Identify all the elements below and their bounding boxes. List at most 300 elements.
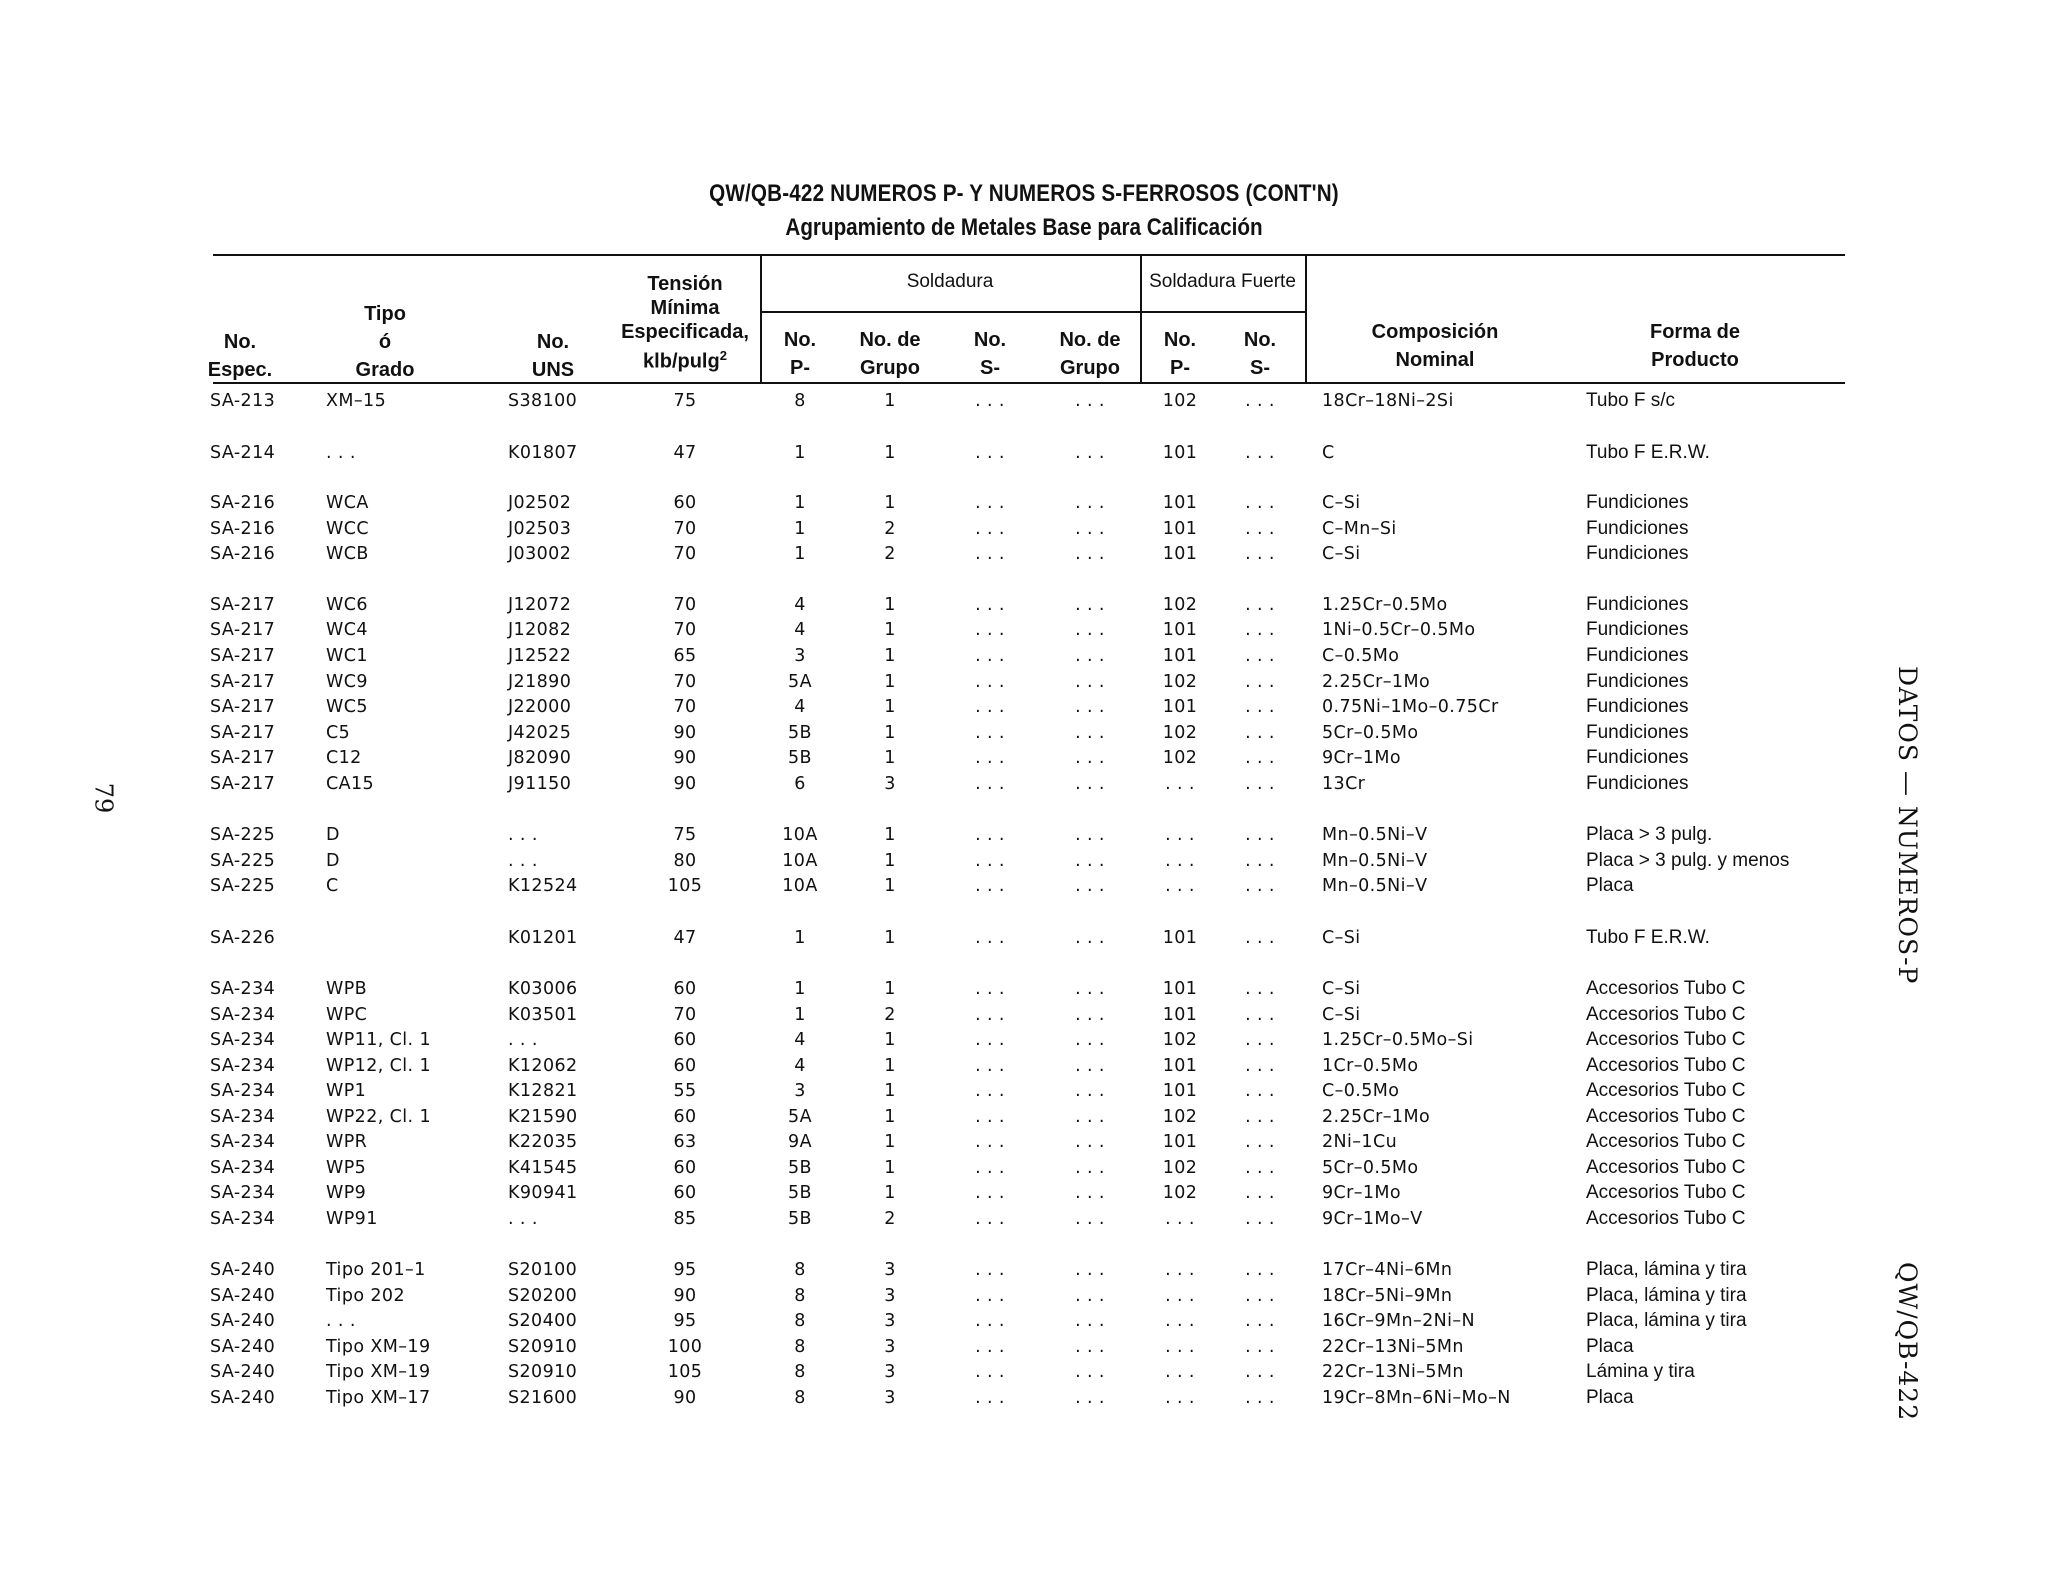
cell-bs: . . . <box>1245 1030 1275 1050</box>
cell-grupo-s: . . . <box>1075 1260 1105 1280</box>
cell-spec: SA-225 <box>210 876 276 896</box>
cell-grupo: 1 <box>884 1183 896 1203</box>
cell-tension: 85 <box>673 1209 697 1229</box>
table-row <box>0 1155 2048 1181</box>
title-block <box>0 180 2048 242</box>
cell-tipo: XM–15 <box>326 391 387 411</box>
cell-tipo: D <box>326 851 340 871</box>
cell-bp: . . . <box>1165 1209 1195 1229</box>
cell-bs: . . . <box>1245 1311 1275 1331</box>
cell-comp: C–0.5Mo <box>1322 1081 1400 1101</box>
cell-uns: . . . <box>508 825 538 845</box>
cell-spec: SA-234 <box>210 1056 276 1076</box>
cell-spec: SA-217 <box>210 697 276 717</box>
cell-grupo-s: . . . <box>1075 544 1105 564</box>
cell-comp: C–Si <box>1322 979 1361 999</box>
cell-s: . . . <box>975 672 1005 692</box>
cell-uns: S20200 <box>508 1286 578 1306</box>
cell-uns: K90941 <box>508 1183 578 1203</box>
table-row <box>0 1053 2048 1079</box>
header-grupo-s: No. de Grupo <box>1059 329 1121 379</box>
cell-grupo: 1 <box>884 979 896 999</box>
cell-tension: 47 <box>673 443 697 463</box>
cell-bp: . . . <box>1165 825 1195 845</box>
cell-s: . . . <box>975 697 1005 717</box>
cell-grupo: 1 <box>884 697 896 717</box>
cell-tipo: C5 <box>326 723 351 743</box>
cell-p: 6 <box>794 774 806 794</box>
cell-s: . . . <box>975 774 1005 794</box>
cell-grupo-s: . . . <box>1075 1388 1105 1408</box>
cell-spec: SA-226 <box>210 928 276 948</box>
cell-bs: . . . <box>1245 876 1275 896</box>
cell-comp: 1.25Cr–0.5Mo–Si <box>1322 1030 1474 1050</box>
cell-forma: Fundiciones <box>1586 722 1689 743</box>
cell-s: . . . <box>975 1362 1005 1382</box>
cell-tension: 70 <box>673 519 697 539</box>
cell-forma: Fundiciones <box>1586 645 1689 666</box>
cell-grupo: 1 <box>884 1081 896 1101</box>
table-row <box>0 1283 2048 1309</box>
cell-forma: Fundiciones <box>1586 543 1689 564</box>
cell-forma: Lámina y tira <box>1586 1361 1695 1382</box>
cell-p: 3 <box>794 1081 806 1101</box>
cell-uns: K12524 <box>508 876 578 896</box>
cell-tipo: Tipo XM–19 <box>326 1362 431 1382</box>
cell-bp: 102 <box>1162 595 1198 615</box>
cell-p: 8 <box>794 1362 806 1382</box>
cell-tension: 75 <box>673 825 697 845</box>
table-row <box>0 440 2048 466</box>
cell-s: . . . <box>975 595 1005 615</box>
cell-s: . . . <box>975 544 1005 564</box>
cell-tipo: C <box>326 876 339 896</box>
cell-bs: . . . <box>1245 723 1275 743</box>
header-composicion: Composición Nominal <box>1371 321 1499 371</box>
cell-forma: Accesorios Tubo C <box>1586 1157 1746 1178</box>
table-top-rule <box>213 254 1845 256</box>
table-row <box>0 643 2048 669</box>
cell-spec: SA-234 <box>210 1183 276 1203</box>
page-subtitle: Agrupamiento de Metales Base para Calificación <box>785 214 1263 241</box>
cell-grupo: 3 <box>884 1362 896 1382</box>
cell-spec: SA-240 <box>210 1260 276 1280</box>
cell-spec: SA-240 <box>210 1337 276 1357</box>
cell-tension: 95 <box>673 1311 697 1331</box>
cell-comp: C–Mn–Si <box>1322 519 1397 539</box>
cell-uns: J02502 <box>508 493 572 513</box>
cell-forma: Placa <box>1586 1387 1634 1408</box>
cell-bp: 101 <box>1162 646 1198 666</box>
cell-bp: 102 <box>1162 1107 1198 1127</box>
page-title: QW/QB-422 NUMEROS P- Y NUMEROS S-FERROSOS (CONT'N) <box>709 180 1339 207</box>
cell-forma: Accesorios Tubo C <box>1586 1131 1746 1152</box>
cell-tipo: WPB <box>326 979 368 999</box>
cell-grupo-s: . . . <box>1075 697 1105 717</box>
cell-forma: Accesorios Tubo C <box>1586 978 1746 999</box>
cell-bp: . . . <box>1165 1311 1195 1331</box>
cell-grupo-s: . . . <box>1075 391 1105 411</box>
cell-grupo: 3 <box>884 1388 896 1408</box>
cell-s: . . . <box>975 928 1005 948</box>
cell-tension: 105 <box>667 876 703 896</box>
cell-comp: 9Cr–1Mo <box>1322 748 1402 768</box>
cell-spec: SA-234 <box>210 1158 276 1178</box>
cell-s: . . . <box>975 1183 1005 1203</box>
table-row <box>0 617 2048 643</box>
cell-spec: SA-225 <box>210 851 276 871</box>
header-tipo: Tipo ó Grado <box>355 303 415 381</box>
cell-p: 9A <box>788 1132 812 1152</box>
cell-comp: 18Cr–18Ni–2Si <box>1322 391 1454 411</box>
cell-spec: SA-240 <box>210 1286 276 1306</box>
cell-grupo-s: . . . <box>1075 1209 1105 1229</box>
cell-grupo: 1 <box>884 595 896 615</box>
cell-p: 3 <box>794 646 806 666</box>
cell-p: 5B <box>788 1158 812 1178</box>
cell-grupo: 1 <box>884 825 896 845</box>
cell-grupo: 1 <box>884 928 896 948</box>
cell-p: 8 <box>794 1337 806 1357</box>
group-header-rule <box>760 311 1305 313</box>
cell-tension: 75 <box>673 391 697 411</box>
header-tension: Tensión Mínima Especificada, klb/pulg$^2$ <box>621 273 749 373</box>
cell-grupo-s: . . . <box>1075 979 1105 999</box>
cell-p: 4 <box>794 595 806 615</box>
table-header-rule <box>213 382 1845 384</box>
cell-tension: 70 <box>673 1005 697 1025</box>
cell-p: 1 <box>794 544 806 564</box>
cell-s: . . . <box>975 519 1005 539</box>
table-row <box>0 1078 2048 1104</box>
cell-comp: 9Cr–1Mo–V <box>1322 1209 1423 1229</box>
cell-bs: . . . <box>1245 979 1275 999</box>
header-soldadura: Soldadura <box>906 271 994 292</box>
cell-spec: SA-234 <box>210 1107 276 1127</box>
cell-bp: 102 <box>1162 748 1198 768</box>
cell-grupo-s: . . . <box>1075 1362 1105 1382</box>
cell-comp: 22Cr–13Ni–5Mn <box>1322 1362 1464 1382</box>
cell-spec: SA-214 <box>210 443 276 463</box>
cell-bp: 102 <box>1162 391 1198 411</box>
table-row <box>0 925 2048 951</box>
cell-bs: . . . <box>1245 672 1275 692</box>
cell-forma: Placa > 3 pulg. <box>1586 824 1713 845</box>
cell-tipo: WP22, Cl. 1 <box>326 1107 431 1127</box>
cell-comp: 5Cr–0.5Mo <box>1322 1158 1419 1178</box>
table-row <box>0 1257 2048 1283</box>
cell-tension: 70 <box>673 544 697 564</box>
cell-s: . . . <box>975 1388 1005 1408</box>
table-row <box>0 1129 2048 1155</box>
cell-grupo-s: . . . <box>1075 493 1105 513</box>
cell-grupo-s: . . . <box>1075 1132 1105 1152</box>
cell-bs: . . . <box>1245 646 1275 666</box>
cell-tipo: WC5 <box>326 697 368 717</box>
cell-grupo: 3 <box>884 1286 896 1306</box>
cell-p: 4 <box>794 697 806 717</box>
cell-spec: SA-216 <box>210 493 276 513</box>
cell-s: . . . <box>975 1030 1005 1050</box>
cell-grupo-s: . . . <box>1075 1107 1105 1127</box>
cell-uns: J12522 <box>508 646 572 666</box>
cell-bs: . . . <box>1245 1183 1275 1203</box>
header-p: No. P- <box>783 329 817 379</box>
cell-forma: Placa <box>1586 1336 1634 1357</box>
cell-bs: . . . <box>1245 697 1275 717</box>
cell-s: . . . <box>975 1209 1005 1229</box>
cell-tipo: . . . <box>326 443 356 463</box>
cell-s: . . . <box>975 723 1005 743</box>
cell-forma: Accesorios Tubo C <box>1586 1004 1746 1025</box>
cell-uns: K12821 <box>508 1081 578 1101</box>
header-grupo: No. de Grupo <box>859 329 921 379</box>
cell-uns: K03006 <box>508 979 578 999</box>
cell-grupo-s: . . . <box>1075 620 1105 640</box>
cell-grupo-s: . . . <box>1075 748 1105 768</box>
cell-bs: . . . <box>1245 748 1275 768</box>
divider-right-soldadura-fuerte <box>1305 254 1307 384</box>
cell-s: . . . <box>975 825 1005 845</box>
cell-grupo: 1 <box>884 672 896 692</box>
cell-s: . . . <box>975 1107 1005 1127</box>
cell-p: 10A <box>782 851 818 871</box>
cell-tension: 60 <box>673 1030 697 1050</box>
cell-spec: SA-217 <box>210 723 276 743</box>
cell-bs: . . . <box>1245 1362 1275 1382</box>
cell-s: . . . <box>975 493 1005 513</box>
cell-forma: Accesorios Tubo C <box>1586 1055 1746 1076</box>
cell-grupo-s: . . . <box>1075 646 1105 666</box>
cell-grupo: 1 <box>884 748 896 768</box>
table-row <box>0 1104 2048 1130</box>
cell-bs: . . . <box>1245 928 1275 948</box>
cell-tension: 80 <box>673 851 697 871</box>
cell-p: 8 <box>794 1286 806 1306</box>
cell-spec: SA-213 <box>210 391 276 411</box>
cell-uns: S20910 <box>508 1337 578 1357</box>
cell-grupo: 1 <box>884 493 896 513</box>
cell-spec: SA-217 <box>210 672 276 692</box>
cell-tipo: WPC <box>326 1005 368 1025</box>
cell-p: 10A <box>782 825 818 845</box>
cell-comp: 22Cr–13Ni–5Mn <box>1322 1337 1464 1357</box>
cell-s: . . . <box>975 1260 1005 1280</box>
cell-comp: 2.25Cr–1Mo <box>1322 672 1431 692</box>
cell-bs: . . . <box>1245 1081 1275 1101</box>
cell-forma: Accesorios Tubo C <box>1586 1080 1746 1101</box>
cell-forma: Placa, lámina y tira <box>1586 1285 1747 1306</box>
table-row <box>0 976 2048 1002</box>
cell-forma: Fundiciones <box>1586 773 1689 794</box>
table-row <box>0 745 2048 771</box>
cell-tension: 100 <box>667 1337 703 1357</box>
cell-forma: Accesorios Tubo C <box>1586 1208 1746 1229</box>
cell-uns: K41545 <box>508 1158 578 1178</box>
cell-grupo-s: . . . <box>1075 1183 1105 1203</box>
cell-tipo: Tipo 201–1 <box>326 1260 426 1280</box>
cell-forma: Tubo F E.R.W. <box>1586 442 1710 463</box>
cell-spec: SA-240 <box>210 1388 276 1408</box>
cell-spec: SA-216 <box>210 519 276 539</box>
cell-spec: SA-240 <box>210 1311 276 1331</box>
cell-grupo: 1 <box>884 620 896 640</box>
cell-comp: 2.25Cr–1Mo <box>1322 1107 1431 1127</box>
cell-tension: 65 <box>673 646 697 666</box>
cell-bp: 101 <box>1162 493 1198 513</box>
cell-forma: Fundiciones <box>1586 747 1689 768</box>
cell-bp: 102 <box>1162 1158 1198 1178</box>
cell-tension: 105 <box>667 1362 703 1382</box>
cell-uns: . . . <box>508 1209 538 1229</box>
cell-grupo-s: . . . <box>1075 1286 1105 1306</box>
cell-bs: . . . <box>1245 544 1275 564</box>
cell-forma: Accesorios Tubo C <box>1586 1182 1746 1203</box>
cell-spec: SA-217 <box>210 774 276 794</box>
cell-s: . . . <box>975 1158 1005 1178</box>
cell-p: 1 <box>794 519 806 539</box>
cell-grupo-s: . . . <box>1075 851 1105 871</box>
cell-grupo-s: . . . <box>1075 1005 1105 1025</box>
cell-s: . . . <box>975 1005 1005 1025</box>
cell-forma: Fundiciones <box>1586 671 1689 692</box>
cell-tension: 90 <box>673 1286 697 1306</box>
cell-s: . . . <box>975 851 1005 871</box>
cell-bs: . . . <box>1245 1005 1275 1025</box>
cell-tipo: Tipo XM–17 <box>326 1388 431 1408</box>
cell-bs: . . . <box>1245 1107 1275 1127</box>
cell-uns: S20100 <box>508 1260 578 1280</box>
cell-bs: . . . <box>1245 1260 1275 1280</box>
cell-comp: C–0.5Mo <box>1322 646 1400 666</box>
cell-comp: Mn–0.5Ni–V <box>1322 825 1428 845</box>
cell-tipo: D <box>326 825 340 845</box>
cell-p: 4 <box>794 620 806 640</box>
cell-tension: 90 <box>673 1388 697 1408</box>
cell-grupo-s: . . . <box>1075 723 1105 743</box>
table-row <box>0 1027 2048 1053</box>
cell-grupo: 1 <box>884 1158 896 1178</box>
table-row <box>0 694 2048 720</box>
cell-uns: K12062 <box>508 1056 578 1076</box>
cell-p: 8 <box>794 391 806 411</box>
cell-tension: 60 <box>673 493 697 513</box>
cell-p: 4 <box>794 1030 806 1050</box>
cell-bp: 101 <box>1162 928 1198 948</box>
cell-grupo: 3 <box>884 1260 896 1280</box>
cell-uns: . . . <box>508 1030 538 1050</box>
cell-grupo: 1 <box>884 391 896 411</box>
header-s: No. S- <box>973 329 1007 379</box>
cell-bp: 101 <box>1162 443 1198 463</box>
cell-p: 5B <box>788 723 812 743</box>
cell-bs: . . . <box>1245 493 1275 513</box>
cell-comp: C–Si <box>1322 493 1361 513</box>
cell-spec: SA-234 <box>210 1209 276 1229</box>
cell-bp: . . . <box>1165 774 1195 794</box>
cell-tipo: WC9 <box>326 672 368 692</box>
cell-grupo: 3 <box>884 774 896 794</box>
cell-s: . . . <box>975 1311 1005 1331</box>
cell-tension: 70 <box>673 620 697 640</box>
cell-bp: 102 <box>1162 1030 1198 1050</box>
cell-grupo-s: . . . <box>1075 774 1105 794</box>
cell-bp: 102 <box>1162 1183 1198 1203</box>
cell-p: 1 <box>794 928 806 948</box>
cell-bs: . . . <box>1245 825 1275 845</box>
cell-uns: S20910 <box>508 1362 578 1382</box>
cell-grupo: 1 <box>884 876 896 896</box>
cell-tipo: Tipo 202 <box>326 1286 405 1306</box>
cell-tipo: . . . <box>326 1311 356 1331</box>
cell-bp: . . . <box>1165 1337 1195 1357</box>
cell-uns: J02503 <box>508 519 572 539</box>
cell-tipo: WC6 <box>326 595 368 615</box>
table-row <box>0 848 2048 874</box>
cell-bs: . . . <box>1245 595 1275 615</box>
cell-uns: J82090 <box>508 748 572 768</box>
cell-bp: . . . <box>1165 1362 1195 1382</box>
cell-forma: Placa, lámina y tira <box>1586 1259 1747 1280</box>
cell-bp: . . . <box>1165 1388 1195 1408</box>
cell-bp: 101 <box>1162 979 1198 999</box>
cell-tension: 60 <box>673 1056 697 1076</box>
cell-p: 8 <box>794 1311 806 1331</box>
cell-bs: . . . <box>1245 1132 1275 1152</box>
cell-s: . . . <box>975 1337 1005 1357</box>
table-row <box>0 1180 2048 1206</box>
cell-tipo: WPR <box>326 1132 368 1152</box>
cell-uns: K03501 <box>508 1005 578 1025</box>
cell-comp: C <box>1322 443 1335 463</box>
cell-comp: 1Cr–0.5Mo <box>1322 1056 1419 1076</box>
cell-grupo-s: . . . <box>1075 519 1105 539</box>
table-row <box>0 873 2048 899</box>
cell-comp: 2Ni–1Cu <box>1322 1132 1398 1152</box>
cell-uns: K21590 <box>508 1107 578 1127</box>
cell-uns: S21600 <box>508 1388 578 1408</box>
cell-tension: 60 <box>673 1183 697 1203</box>
cell-spec: SA-217 <box>210 646 276 666</box>
cell-grupo: 1 <box>884 1030 896 1050</box>
cell-tipo: WP9 <box>326 1183 367 1203</box>
cell-bs: . . . <box>1245 1286 1275 1306</box>
table-row <box>0 669 2048 695</box>
cell-tipo: WP11, Cl. 1 <box>326 1030 431 1050</box>
cell-grupo-s: . . . <box>1075 928 1105 948</box>
cell-s: . . . <box>975 391 1005 411</box>
cell-grupo: 2 <box>884 544 896 564</box>
cell-grupo-s: . . . <box>1075 672 1105 692</box>
cell-grupo-s: . . . <box>1075 1158 1105 1178</box>
cell-grupo: 2 <box>884 1005 896 1025</box>
cell-comp: 17Cr–4Ni–6Mn <box>1322 1260 1453 1280</box>
cell-bs: . . . <box>1245 1158 1275 1178</box>
cell-comp: C–Si <box>1322 544 1361 564</box>
table-row <box>0 1308 2048 1334</box>
cell-uns: K01201 <box>508 928 578 948</box>
cell-tension: 70 <box>673 595 697 615</box>
cell-p: 1 <box>794 979 806 999</box>
header-forma: Forma de Producto <box>1649 321 1741 371</box>
side-label-datos: DATOS — NUMEROS-P <box>1893 666 1922 985</box>
cell-grupo: 1 <box>884 443 896 463</box>
cell-bs: . . . <box>1245 391 1275 411</box>
cell-uns: S38100 <box>508 391 578 411</box>
cell-comp: 9Cr–1Mo <box>1322 1183 1402 1203</box>
cell-forma: Tubo F E.R.W. <box>1586 927 1710 948</box>
cell-p: 5A <box>788 1107 812 1127</box>
